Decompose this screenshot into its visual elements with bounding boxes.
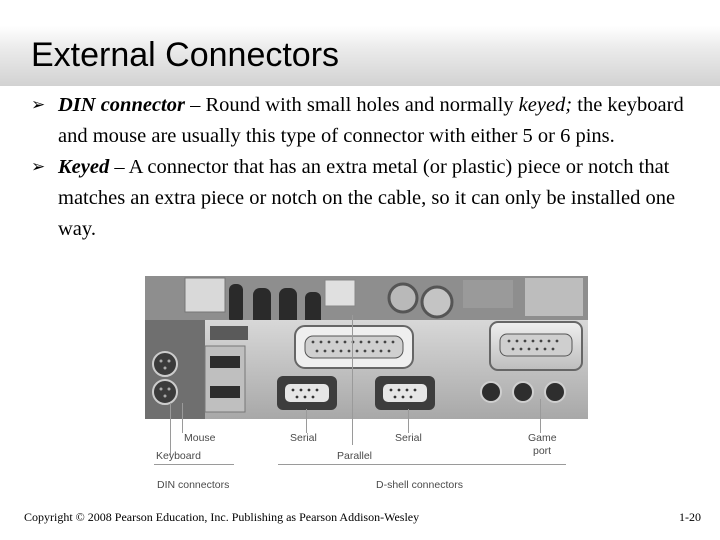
arrow-bullet-icon: ➢ <box>31 157 46 177</box>
leader-line <box>408 409 409 433</box>
din-group-rule <box>154 464 234 465</box>
label-port: port <box>533 445 552 457</box>
bullet-text: the keyboard and mouse are usually this type of connector with either 5 or 6 pins. <box>58 94 684 147</box>
arrow-bullet-icon: ➢ <box>31 95 46 115</box>
term-din-connector: DIN connector <box>58 94 185 116</box>
copyright-text: Copyright © 2008 Pearson Education, Inc. Publishing as Pearson Addison-Wesley <box>24 510 420 524</box>
bullet-text: – Round with small holes and normally <box>184 94 519 116</box>
connector-figure <box>140 274 588 496</box>
label-din-connectors: DIN connectors <box>157 479 230 491</box>
label-serial-2: Serial <box>395 432 422 444</box>
keyword-keyed: keyed; <box>518 94 573 116</box>
leader-line <box>540 399 541 433</box>
dshell-group-rule <box>278 464 566 465</box>
bullet-list <box>31 90 691 245</box>
term-keyed: Keyed <box>58 156 110 178</box>
label-parallel: Parallel <box>337 450 373 462</box>
leader-line <box>352 315 353 445</box>
bullet-din-connector <box>31 90 691 152</box>
label-mouse: Mouse <box>184 432 216 444</box>
label-serial-1: Serial <box>290 432 317 444</box>
slide-title: External Connectors <box>31 36 340 74</box>
leader-line <box>170 403 171 455</box>
motherboard-io-photo <box>145 276 588 419</box>
bullet-keyed <box>31 152 691 245</box>
leader-line <box>182 403 183 433</box>
label-game: Game <box>528 432 557 444</box>
label-dshell-connectors: D-shell connectors <box>376 479 463 491</box>
label-keyboard: Keyboard <box>156 450 201 462</box>
page-number: 1-20 <box>679 510 701 524</box>
leader-line <box>306 409 307 433</box>
connector-callouts <box>140 419 588 496</box>
bullet-text: – A connector that has an extra metal (or plastic) piece or notch that matches an extra piece or notch on the cable, so it can only be installed one way. <box>58 156 676 240</box>
motherboard-io-illustration <box>145 276 588 419</box>
